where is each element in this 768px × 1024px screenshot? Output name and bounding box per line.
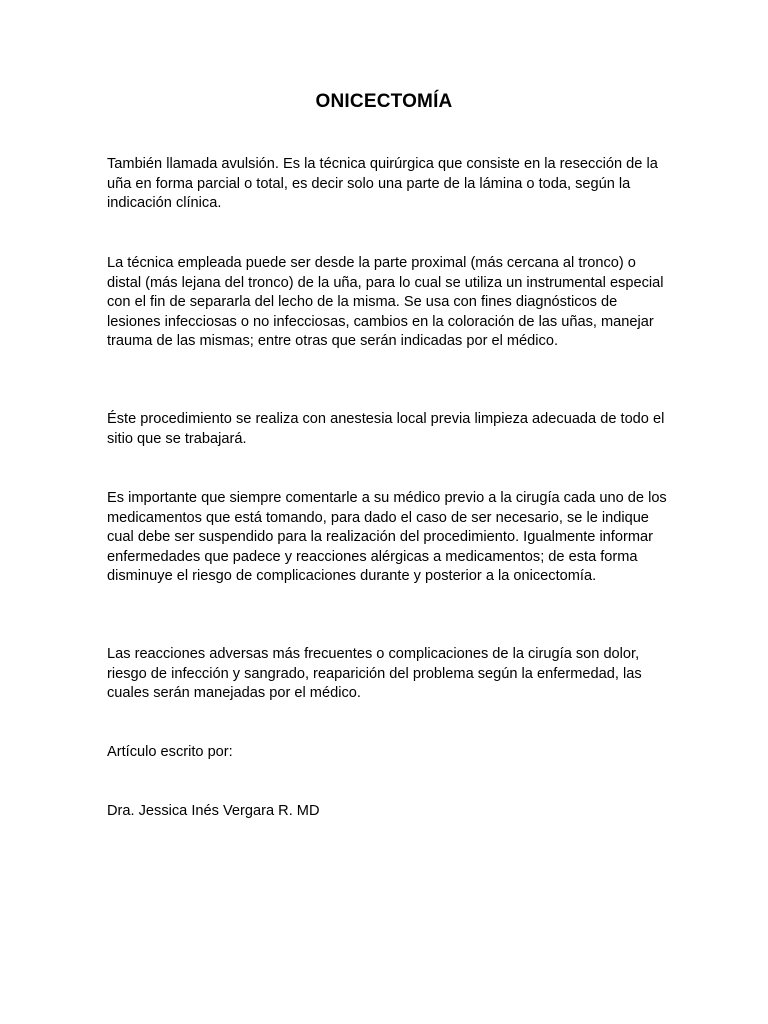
byline-label: Artículo escrito por: <box>107 744 233 760</box>
document-title: ONICECTOMÍA <box>315 91 453 112</box>
paragraph-medications: Es importante que siempre comentarle a su médico previo a la cirugía cada uno de los medicamentos que está tomando, para dado el caso de ser necesario, se le indique cual debe ser suspendido para la realización del procedimiento. Igualmente informar enfermedades que padece y reacciones alérgicas a medicamentos; de esta forma disminuye el riesgo de complicaciones durante y posterior a la onicectomía. <box>107 490 667 584</box>
paragraph-complications: Las reacciones adversas más frecuentes o complicaciones de la cirugía son dolor, riesgo de infección y sangrado, reaparición del problema según la enfermedad, las cuales serán manejadas por el médico. <box>107 646 642 701</box>
author-name: Dra. Jessica Inés Vergara R. MD <box>107 803 320 819</box>
paragraph-definition: También llamada avulsión. Es la técnica quirúrgica que consiste en la resección de la uña en forma parcial o total, es decir solo una parte de la lámina o toda, según la indicación clínica. <box>107 156 658 211</box>
paragraph-technique: La técnica empleada puede ser desde la parte proximal (más cercana al tronco) o distal (más lejana del tronco) de la uña, para lo cual se utiliza un instrumental especial con el fin de separarla del lecho de la misma. Se usa con fines diagnósticos de lesiones infecciosas o no infecciosas, cambios en la coloración de las uñas, manejar trauma de las mismas; entre otras que serán indicadas por el médico. <box>107 255 664 349</box>
paragraph-anesthesia: Éste procedimiento se realiza con anestesia local previa limpieza adecuada de todo el sitio que se trabajará. <box>107 411 665 447</box>
